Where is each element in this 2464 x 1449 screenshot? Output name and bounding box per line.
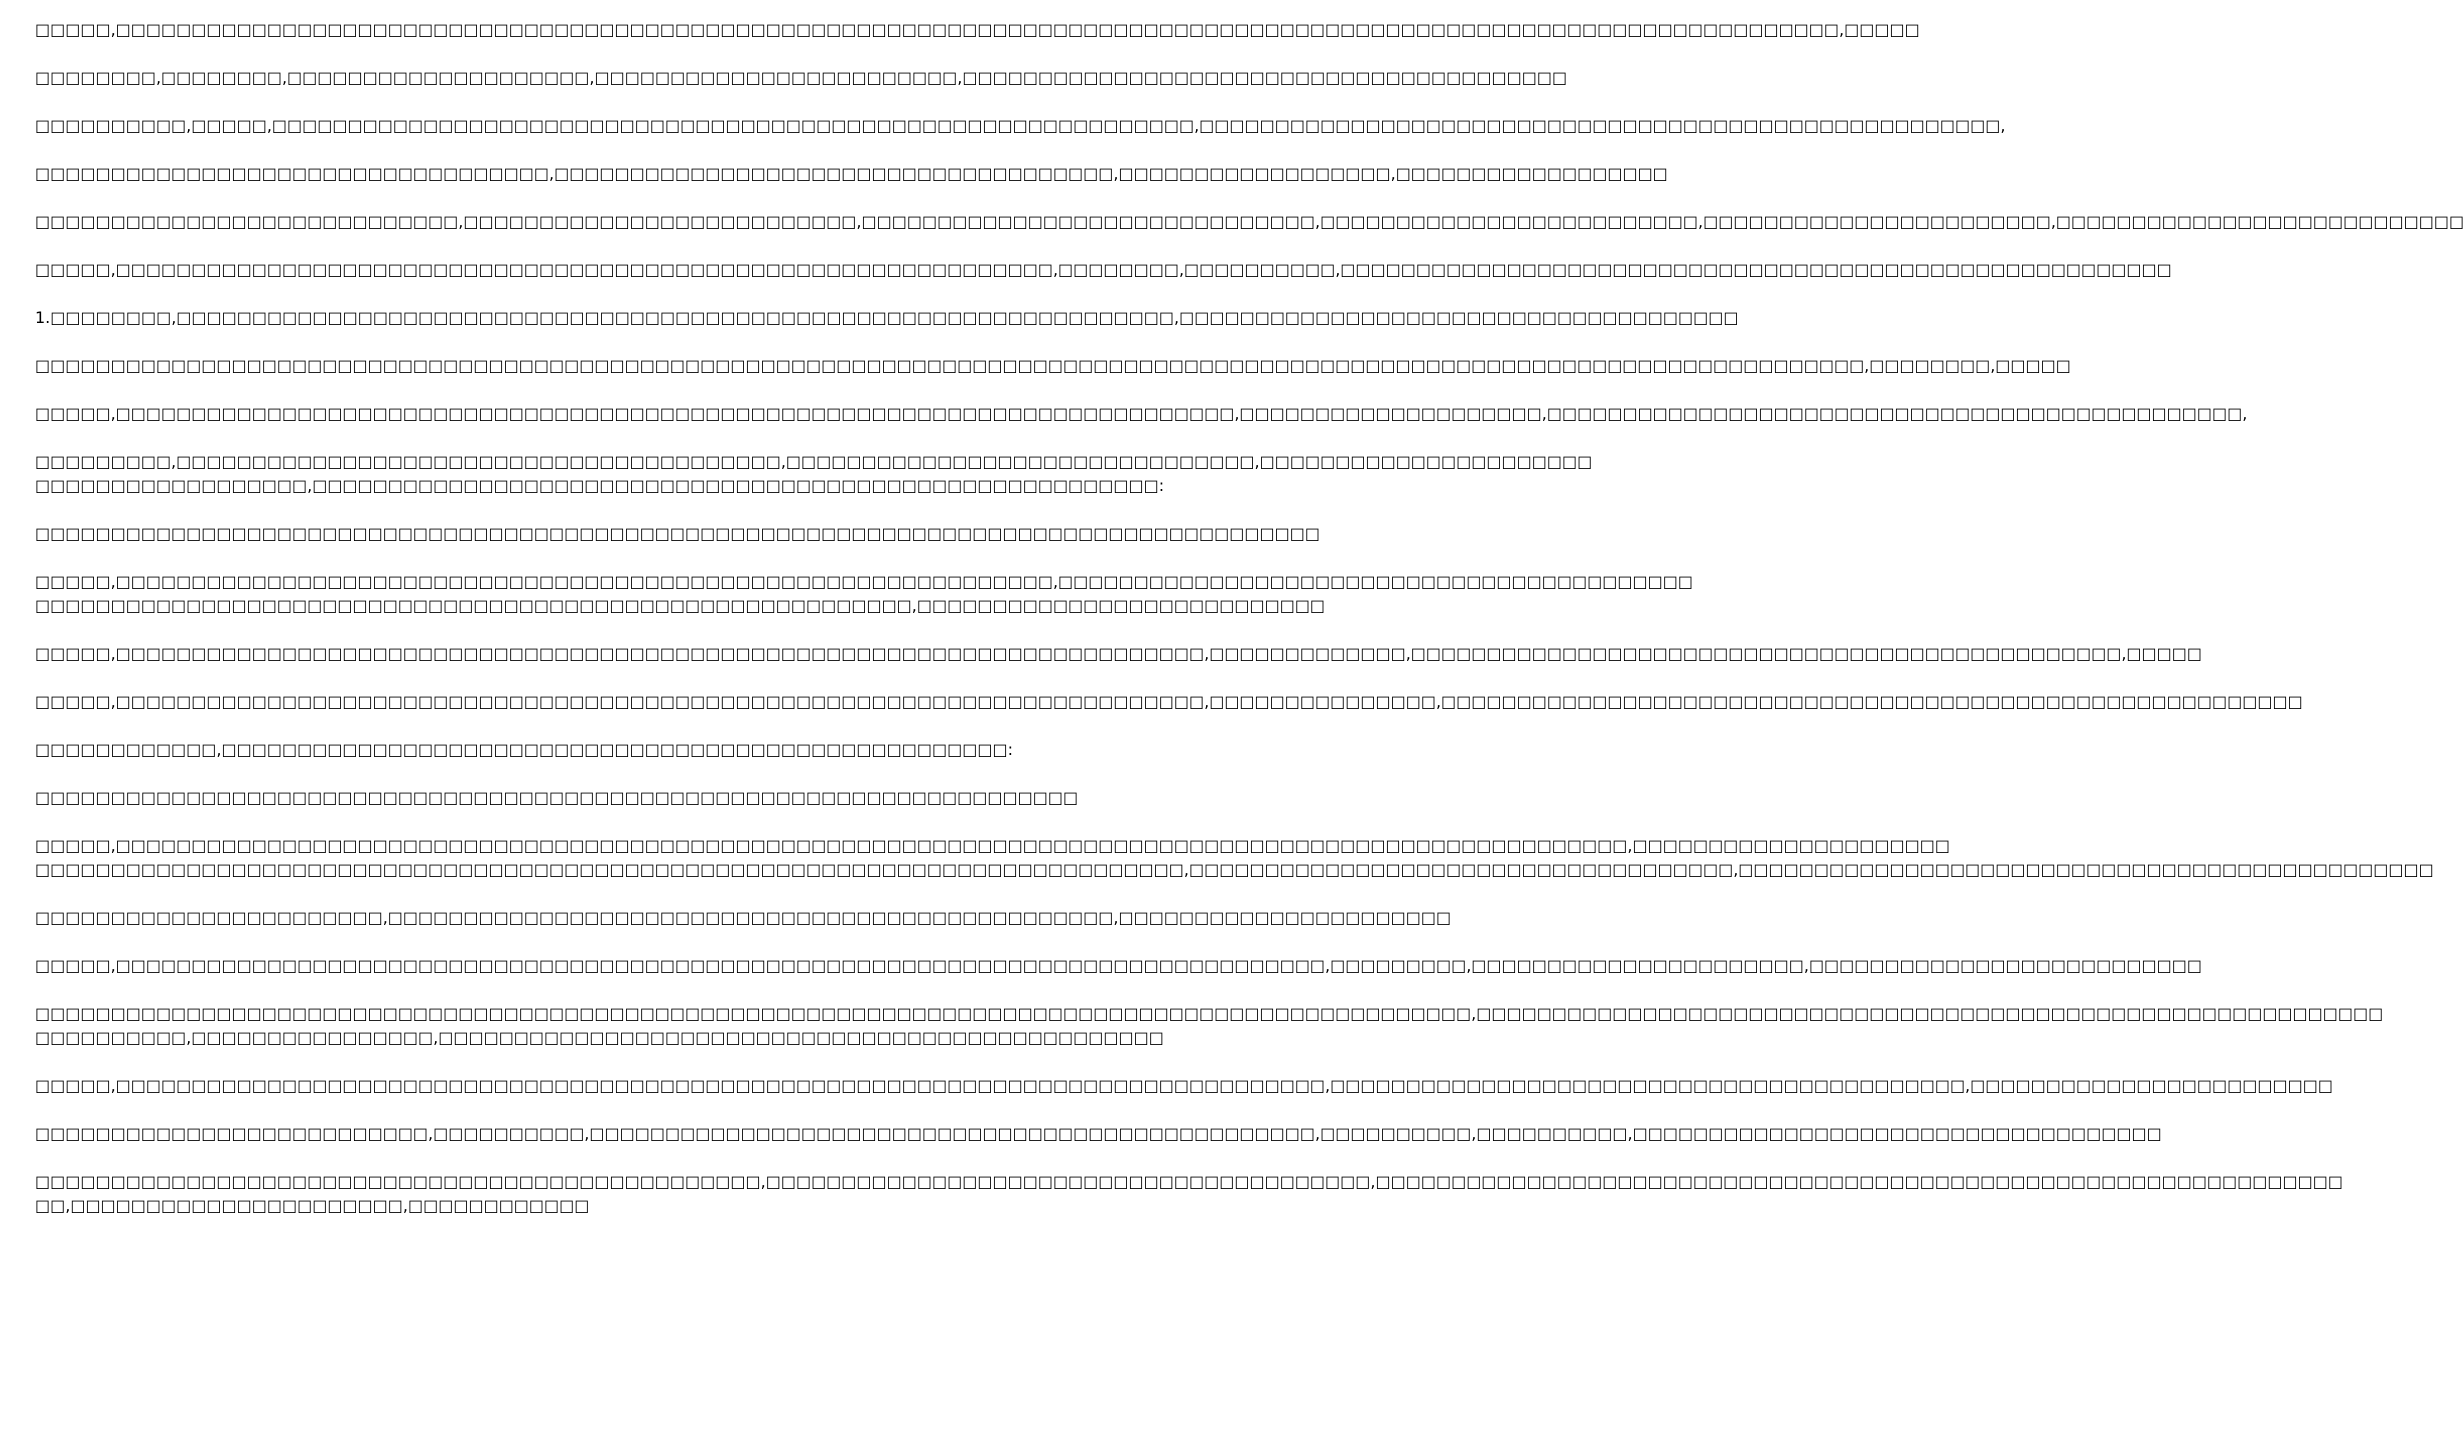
paragraph-line: □□□□□□□□□□□□□□□□□□□□□□□□□□□□□□□□□□□□□□□□□□□□□□□□,□□□□□□□□□□□□□□□□□□□□□□□□□□□□□□□□□□□□□□□□,□□□□□□□□□□□□□□□□□□□□□□□□□□□□□□□□□□□□□□□□□□□□□□□□□□□□□□□□□□□□□□□□: [35, 1172, 2343, 1191]
paragraph-line: □□□□□□□□□□□□□□□□□□□□□□□□□□,□□□□□□□□□□,□□□□□□□□□□□□□□□□□□□□□□□□□□□□□□□□□□□□□□□□□□□□□□□□,□□□□□□□□□□,□□□□□□□□□□,□□□□□□□□□□□□□□□□□□□□□□□□□□□□□□□□□□□: [35, 1124, 2162, 1143]
paragraph: [35, 690, 2303, 714]
paragraph-line: □□□□□,□□□□□□□□□□□□□□□□□□□□□□□□□□□□□□□□□□□□□□□□□□□□□□□□□□□□□□□□□□□□□□,□□□□□□□□,□□□□□□□□□□,□□□□□□□□□□□□□□□□□□□□□□□□□□□□□□□□□□□□□□□□□□□□□□□□□□□□□□□: [35, 260, 2172, 279]
paragraph: [35, 738, 1013, 762]
paragraph-line: □□□□□□□□□□□□□□□□□□□□□□□□□□□□□□□□□□□□□□□□□□□□□□□□□□□□□□□□□□□□□□□□□□□□□□□□□□□□□□□□□□□□□□□□□□□□□□□,□□□□□□□□□□□□□□□□□□□□□□□□□□□□□□□□□□□□□□□□□□□□□□□□□□□□□□□□□□□□: [35, 1004, 2384, 1023]
paragraph-line: □□□□□□□□□□,□□□□□□□□□□□□□□□□,□□□□□□□□□□□□□□□□□□□□□□□□□□□□□□□□□□□□□□□□□□□□□□□□: [35, 1028, 1164, 1047]
paragraph: [35, 402, 2248, 426]
paragraph: [35, 1122, 2162, 1146]
paragraph: [35, 786, 1079, 810]
paragraph: [35, 1002, 2384, 1050]
paragraph-line: □□□□□,□□□□□□□□□□□□□□□□□□□□□□□□□□□□□□□□□□□□□□□□□□□□□□□□□□□□□□□□□□□□□□□□□□□□□□□□□□□□□□□□□□□□□□□□□□□□□□□□□□□□,□□□□□□□□□□□□□□□□□□□□□: [35, 836, 1950, 855]
paragraph: [35, 258, 2172, 282]
paragraph-line: □□□□□□□□□□,□□□□□,□□□□□□□□□□□□□□□□□□□□□□□□□□□□□□□□□□□□□□□□□□□□□□□□□□□□□□□□□□□□□,□□□□□□□□□□□□□□□□□□□□□□□□□□□□□□□□□□□□□□□□□□□□□□□□□□□□□,: [35, 116, 2006, 135]
paragraph-line: □□□□□□□□□□□□□□□□□□□□□□□,□□□□□□□□□□□□□□□□□□□□□□□□□□□□□□□□□□□□□□□□□□□□□□□□,□□□□□□□□□□□□□□□□□□□□□□: [35, 908, 1452, 927]
paragraph-line: □□□□□,□□□□□□□□□□□□□□□□□□□□□□□□□□□□□□□□□□□□□□□□□□□□□□□□□□□□□□□□□□□□□□□□□□□□□□□□□□□□□□□□,□□□□□□□□□□□□□□□□□□□□□□□□□□□□□□□□□□□□□□□□□□,□□□□□□□□□□□□□□□□□□□□□□□□: [35, 1076, 2333, 1095]
paragraph: [35, 18, 1920, 42]
paragraph-line: □□□□□□□□□,□□□□□□□□□□□□□□□□□□□□□□□□□□□□□□□□□□□□□□□□,□□□□□□□□□□□□□□□□□□□□□□□□□□□□□□□,□□□□□□□□□□□□□□□□□□□□□□: [35, 452, 1593, 471]
paragraph: [35, 834, 2434, 882]
paragraph: [35, 306, 1739, 330]
paragraph-line: □□□□□□□□□□□□□□□□□□□□□□□□□□□□□□□□□□□□□□□□□□□□□□□□□□□□□□□□□□□□□□□□□□□□□□□□□□□□□□□□□□□□□□□□□□□□□□□□□□□□□□□□□□□□□□□□□□□□□□□□□,□□□□□□□□,□□□□□: [35, 356, 2071, 375]
paragraph-line: □□□□□,□□□□□□□□□□□□□□□□□□□□□□□□□□□□□□□□□□□□□□□□□□□□□□□□□□□□□□□□□□□□□□□□□□□□□□□□□□,□□□□□□□□□□□□□□□□□□□□,□□□□□□□□□□□□□□□□□□□□□□□□□□□□□□□□□□□□□□□□□□□□□□,: [35, 404, 2248, 423]
paragraph: [35, 66, 1568, 90]
paragraph-line: □□□□□□□□□□□□□□□□□□□□□□□□□□□□□□□□□□□□□□□□□□□□□□□□□□□□□□□□□□,□□□□□□□□□□□□□□□□□□□□□□□□□□□: [35, 596, 1326, 615]
paragraph-line: □□□□□□□□□□□□□□□□□□□□□□□□□□□□□□□□□□□□□□□□□□□□□□□□□□□□□□□□□□□□□□□□□□□□□□□□□□□□□□□□□□□□□: [35, 524, 1320, 543]
paragraph: [35, 906, 1452, 930]
paragraph-line: □□□□□,□□□□□□□□□□□□□□□□□□□□□□□□□□□□□□□□□□□□□□□□□□□□□□□□□□□□□□□□□□□□□□□□□□□□□□□□□□□□□□□□,□□□□□□□□□,□□□□□□□□□□□□□□□□□□□□□□,□□□□□□□□□□□□□□□□□□□□□□□□□□: [35, 956, 2202, 975]
paragraph: [35, 162, 1668, 186]
paragraph: [35, 522, 1320, 546]
paragraph-line: □□□□□,□□□□□□□□□□□□□□□□□□□□□□□□□□□□□□□□□□□□□□□□□□□□□□□□□□□□□□□□□□□□□□,□□□□□□□□□□□□□□□□□□□□□□□□□□□□□□□□□□□□□□□□□□: [35, 572, 1693, 591]
paragraph-line: □□□□□,□□□□□□□□□□□□□□□□□□□□□□□□□□□□□□□□□□□□□□□□□□□□□□□□□□□□□□□□□□□□□□□□□□□□□□□□,□□□□□□□□□□□□□,□□□□□□□□□□□□□□□□□□□□□□□□□□□□□□□□□□□□□□□□□□□□□□□,□□□□□: [35, 644, 2202, 663]
paragraph-line: □□□□□□□□□□□□□□□□□□□□□□□□□□□□,□□□□□□□□□□□□□□□□□□□□□□□□□□,□□□□□□□□□□□□□□□□□□□□□□□□□□□□□□,□□□□□□□□□□□□□□□□□□□□□□□□□,□□□□□□□□□□□□□□□□□□□□□□□,□□□□□□□□□□□□□□□□□□□□□□□□□□□: [35, 212, 2464, 231]
paragraph-line: □□□□□,□□□□□□□□□□□□□□□□□□□□□□□□□□□□□□□□□□□□□□□□□□□□□□□□□□□□□□□□□□□□□□□□□□□□□□□□□□□□□□□□□□□□□□□□□□□□□□□□□□□□□□□□□□□□□□□□□□,□□□□□: [35, 20, 1920, 39]
paragraph-line: □□□□□,□□□□□□□□□□□□□□□□□□□□□□□□□□□□□□□□□□□□□□□□□□□□□□□□□□□□□□□□□□□□□□□□□□□□□□□□,□□□□□□□□□□□□□□□,□□□□□□□□□□□□□□□□□□□□□□□□□□□□□□□□□□□□□□□□□□□□□□□□□□□□□□□□□: [35, 692, 2303, 711]
document-page: [35, 18, 2464, 1438]
paragraph: [35, 450, 1593, 498]
paragraph: [35, 570, 1693, 618]
paragraph: [35, 1170, 2343, 1218]
paragraph-line: 1.□□□□□□□□,□□□□□□□□□□□□□□□□□□□□□□□□□□□□□□□□□□□□□□□□□□□□□□□□□□□□□□□□□□□□□□□□□□,□□□□□□□□□□□□□□□□□□□□□□□□□□□□□□□□□□□□□: [35, 308, 1739, 327]
paragraph: [35, 954, 2202, 978]
paragraph-line: □□□□□□□□,□□□□□□□□,□□□□□□□□□□□□□□□□□□□□,□□□□□□□□□□□□□□□□□□□□□□□□,□□□□□□□□□□□□□□□□□□□□□□□□□□□□□□□□□□□□□□□□: [35, 68, 1568, 87]
paragraph: [35, 1074, 2333, 1098]
paragraph-line: □□□□□□□□□□□□,□□□□□□□□□□□□□□□□□□□□□□□□□□□□□□□□□□□□□□□□□□□□□□□□□□□□:: [35, 740, 1013, 759]
paragraph: [35, 354, 2071, 378]
paragraph-line: □□□□□□□□□□□□□□□□□□□□□□□□□□□□□□□□□□□□□□□□□□□□□□□□□□□□□□□□□□□□□□□□□□□□□□□□□□□□,□□□□□□□□□□□□□□□□□□□□□□□□□□□□□□□□□□□□,□□□□□□□□□□□□□□□□□□□□□□□□□□□□□□□□□□□□□□□□□□□□□□: [35, 860, 2434, 879]
paragraph: [35, 210, 2464, 234]
paragraph: [35, 642, 2202, 666]
paragraph-line: □□□□□□□□□□□□□□□□□□,□□□□□□□□□□□□□□□□□□□□□□□□□□□□□□□□□□□□□□□□□□□□□□□□□□□□□□□□:: [35, 476, 1165, 495]
paragraph-line: □□□□□□□□□□□□□□□□□□□□□□□□□□□□□□□□□□□□□□□□□□□□□□□□□□□□□□□□□□□□□□□□□□□□□: [35, 788, 1079, 807]
paragraph: [35, 114, 2006, 138]
paragraph-line: □□,□□□□□□□□□□□□□□□□□□□□□□,□□□□□□□□□□□□: [35, 1196, 590, 1215]
paragraph-line: □□□□□□□□□□□□□□□□□□□□□□□□□□□□□□□□□□,□□□□□□□□□□□□□□□□□□□□□□□□□□□□□□□□□□□□□,□□□□□□□□□□□□□□□□□□,□□□□□□□□□□□□□□□□□□: [35, 164, 1668, 183]
